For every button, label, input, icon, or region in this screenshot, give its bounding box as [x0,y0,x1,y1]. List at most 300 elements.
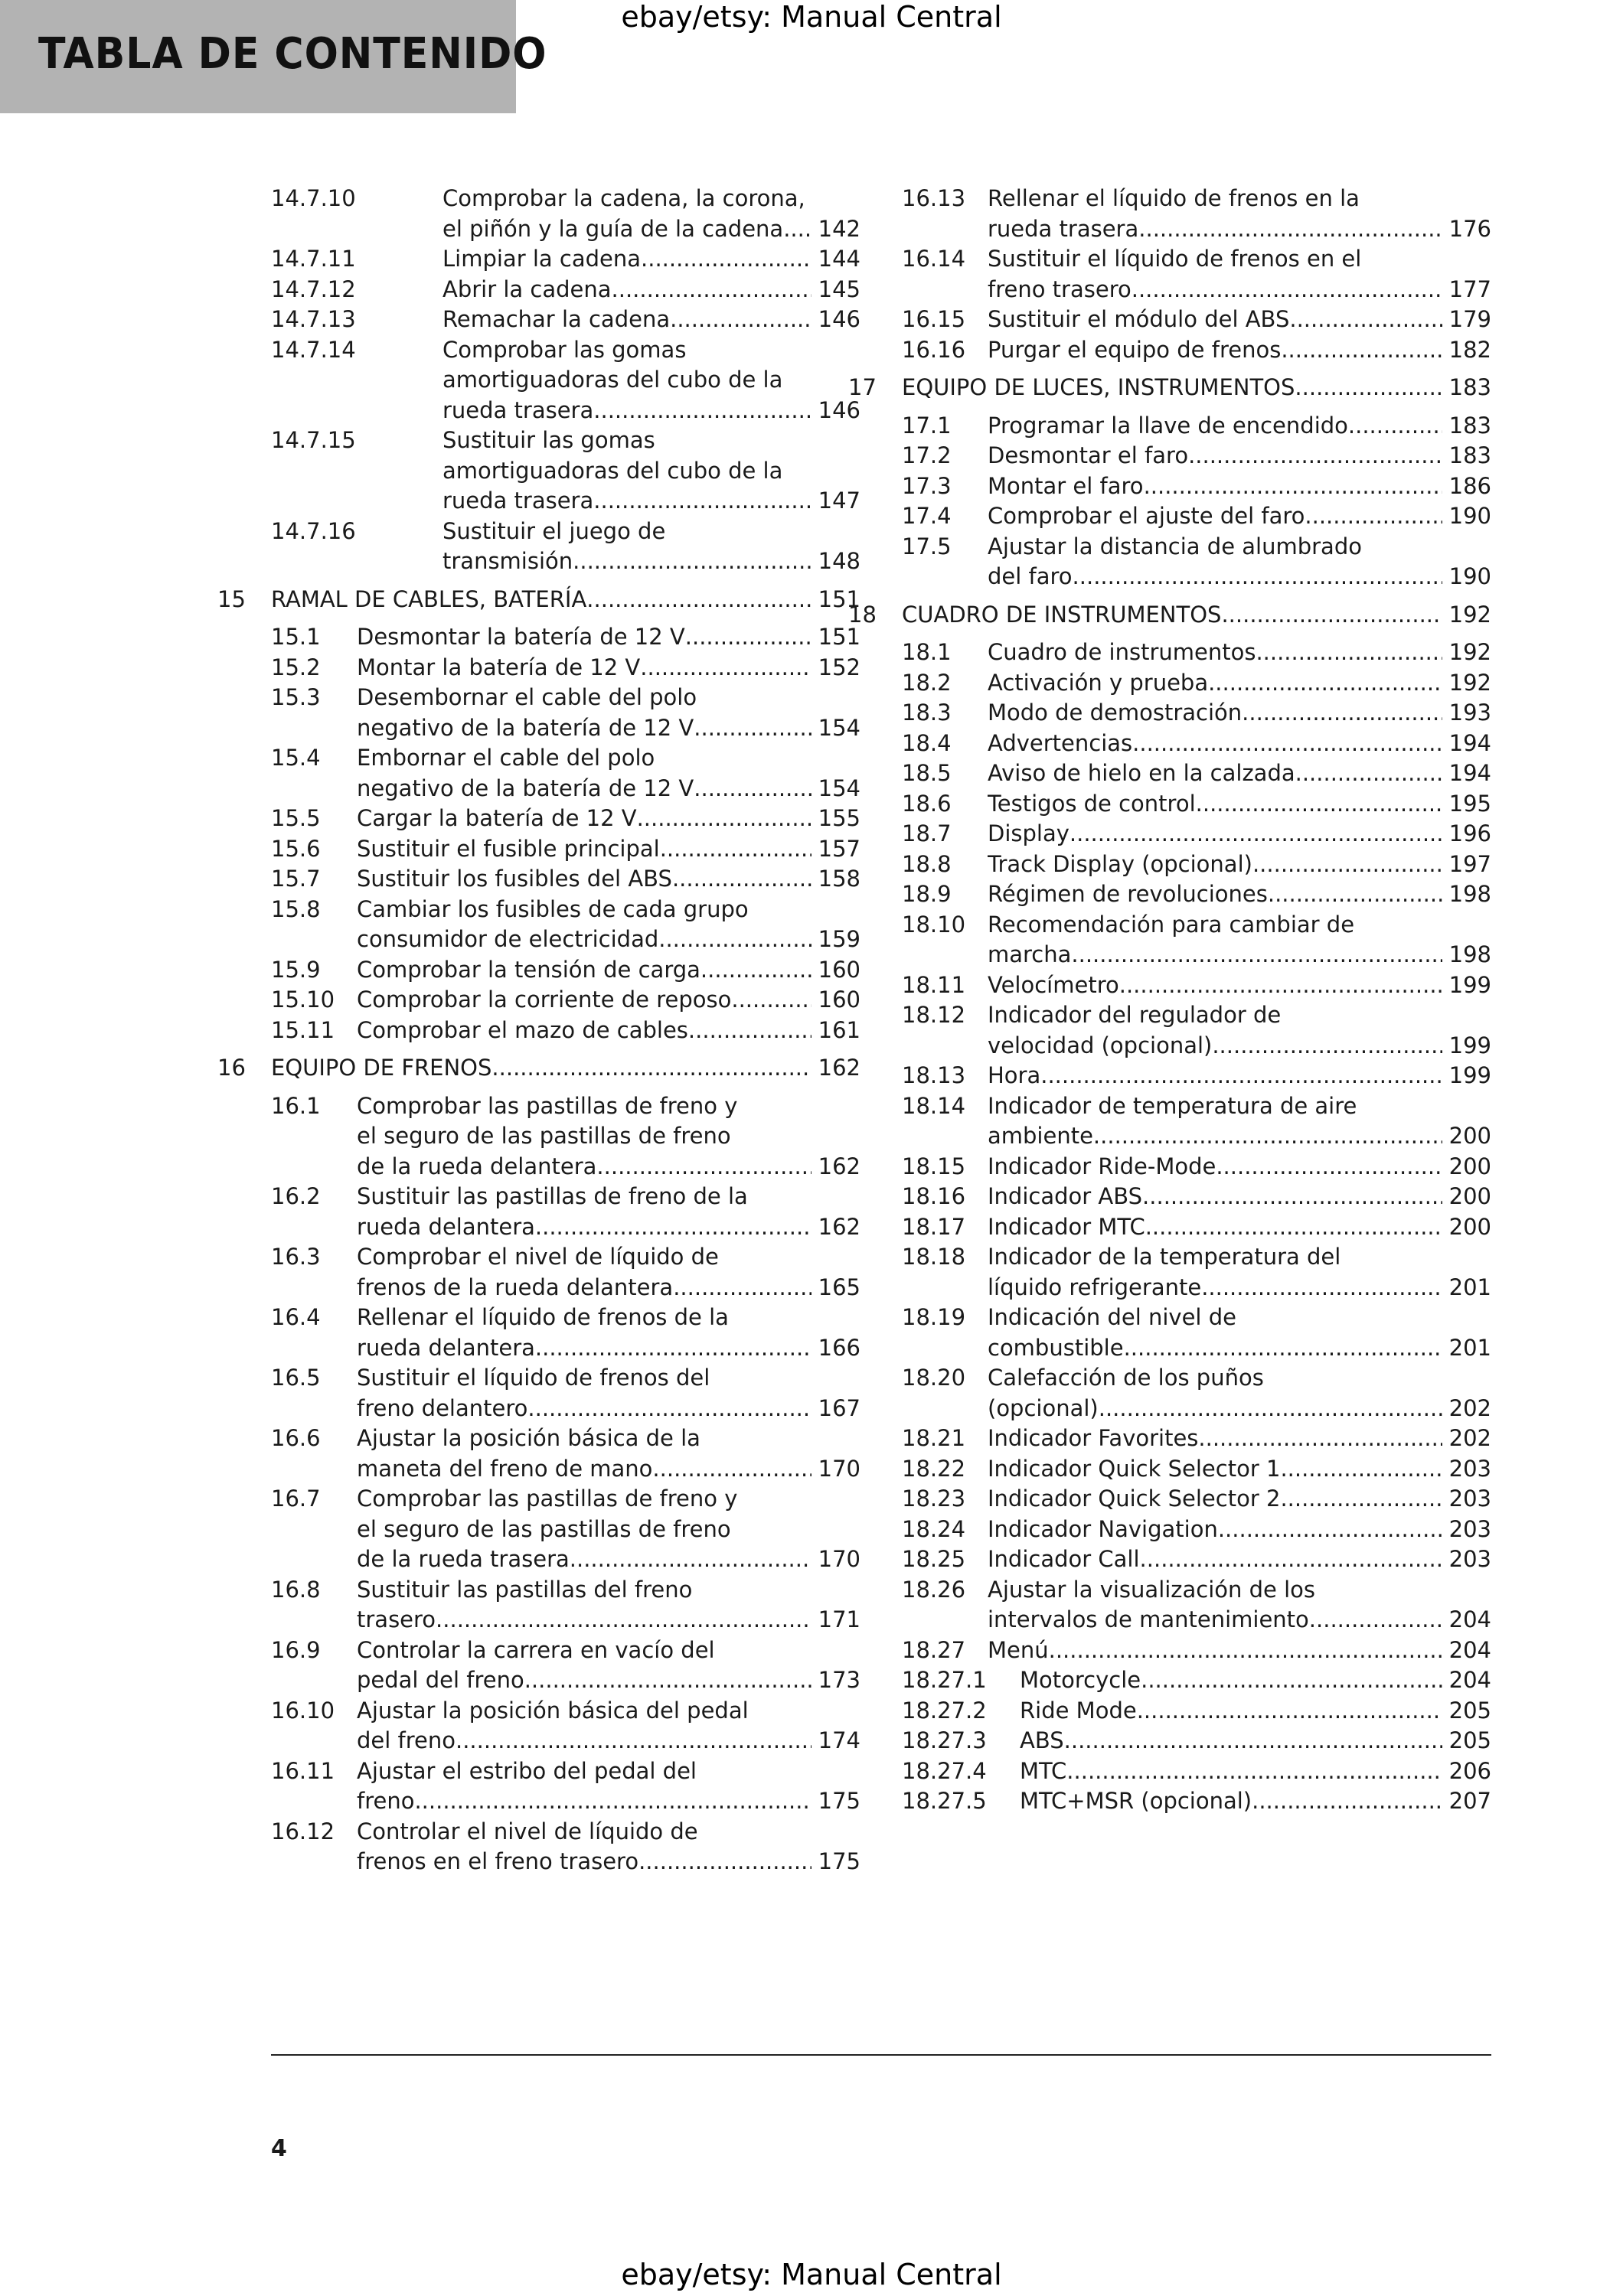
toc-entry-page: 204 [1448,1667,1491,1693]
toc-entry-title: Activación y prueba [988,669,1209,696]
toc-entry-page: 192 [1448,601,1491,628]
toc-entry-title: EQUIPO DE FRENOS [271,1055,492,1081]
toc-entry-page: 170 [818,1546,860,1572]
toc-entry-title: Ride Mode [1020,1697,1137,1724]
toc-entry-title: freno trasero [988,276,1132,302]
toc-entry-title: Recomendación para cambiar de [988,911,1355,938]
toc-entry-number: 18.27.2 [902,1697,987,1724]
dot-leader [1049,1636,1442,1666]
toc-entry-number: 15 [217,585,246,612]
toc-entry-number: 18.15 [902,1153,966,1179]
toc-entry-title: Calefacción de los puños [988,1365,1264,1391]
toc-entry-page: 183 [1448,374,1491,400]
dot-leader [694,774,812,804]
toc-entry[interactable] [902,1091,1491,1152]
toc-entry-page: 157 [818,835,860,862]
dot-leader [1268,879,1442,910]
watermark-bottom: ebay/etsy: Manual Central [621,2258,1002,2291]
toc-entry-page: 173 [818,1667,860,1693]
toc-entry-number: 16.11 [271,1757,335,1784]
toc-entry-page: 186 [1448,472,1491,499]
toc-entry-number: 16.15 [902,306,966,332]
dot-leader [1124,1333,1442,1364]
dot-leader [1280,1454,1442,1485]
toc-entry-title: Motorcycle [1020,1667,1141,1693]
toc-entry[interactable] [271,955,860,986]
toc-entry-page: 166 [818,1334,860,1361]
toc-entry[interactable] [902,1636,1491,1666]
toc-entry[interactable] [271,1817,860,1877]
dot-leader [1289,305,1442,335]
toc-entry-number: 15.9 [271,956,321,983]
toc-entry-page: 190 [1448,503,1491,529]
toc-entry-number: 18.10 [902,911,966,938]
toc-entry[interactable] [902,184,1491,244]
toc-entry-title: MTC [1020,1757,1067,1784]
toc-entry-number: 18.25 [902,1546,966,1572]
dot-leader [524,1665,812,1696]
toc-entry[interactable] [902,1665,1491,1696]
toc-entry-number: 16.9 [271,1636,321,1663]
toc-entry-title: Remachar la cadena [442,306,671,332]
toc-entry[interactable] [902,1242,1491,1303]
toc-entry-title: intervalos de mantenimiento [988,1606,1309,1632]
toc-entry[interactable] [902,850,1491,880]
toc-entry-title: Indicación del nivel de [988,1304,1236,1330]
toc-entry[interactable] [902,1786,1491,1817]
toc-entry-title: ambiente [988,1123,1093,1149]
footer-divider [271,2054,1491,2056]
dot-leader [491,1053,812,1084]
toc-entry-page: 197 [1448,850,1491,877]
toc-entry-number: 16.12 [271,1818,335,1844]
toc-entry-title: amortiguadoras del cubo de la [442,457,783,484]
dot-leader [1201,1273,1442,1303]
toc-entry-page: 204 [1448,1606,1491,1632]
toc-entry-page: 199 [1448,1032,1491,1058]
toc-entry[interactable] [902,789,1491,820]
toc-entry-title: el seguro de las pastillas de freno [357,1123,731,1149]
toc-entry-number: 16.4 [271,1304,321,1330]
toc-entry-page: 201 [1448,1334,1491,1361]
toc-entry-title: EQUIPO DE LUCES, INSTRUMENTOS [902,374,1295,400]
toc-entry-title: (opcional) [988,1394,1099,1421]
toc-entry[interactable] [902,970,1491,1001]
toc-entry-title: Sustituir las pastillas de freno de la [357,1183,748,1209]
toc-entry-page: 194 [1448,760,1491,786]
toc-entry-number: 16.8 [271,1576,321,1603]
toc-entry-title: rueda trasera [442,396,594,423]
toc-entry-title: Comprobar las pastillas de freno y [357,1092,738,1119]
toc-entry-number: 18.21 [902,1425,966,1451]
toc-entry-title: Indicador Quick Selector 2 [988,1486,1281,1512]
toc-entry-number: 16.13 [902,185,966,211]
toc-entry[interactable] [902,441,1491,471]
toc-entry-title: Comprobar las pastillas de freno y [357,1486,738,1512]
toc-entry-title: Rellenar el líquido de frenos en la [988,185,1360,211]
dot-leader [1141,1665,1442,1696]
dot-leader [700,955,812,986]
dot-leader [612,275,812,305]
toc-entry[interactable] [271,1484,860,1575]
toc-entry-title: Desmontar el faro [988,442,1189,468]
toc-entry[interactable] [902,819,1491,850]
toc-entry-title: Limpiar la cadena [442,246,642,272]
toc-entry-page: 151 [818,585,860,612]
toc-entry[interactable] [271,426,860,517]
toc-entry-title: Indicador MTC [988,1213,1145,1240]
toc-entry[interactable] [902,879,1491,910]
dot-leader [596,1152,812,1182]
toc-entry[interactable] [902,1544,1491,1575]
toc-entry[interactable] [271,335,860,426]
toc-entry[interactable] [902,910,1491,970]
dot-leader [1216,1152,1442,1182]
toc-entry[interactable] [271,1016,860,1046]
toc-entry-title: Indicador Quick Selector 1 [988,1455,1281,1482]
dot-leader [1252,850,1442,880]
dot-leader [672,864,812,895]
toc-entry-title: velocidad (opcional) [988,1032,1213,1058]
toc-entry-page: 193 [1448,700,1491,726]
toc-entry-number: 16.5 [271,1365,321,1391]
dot-leader [593,396,812,426]
toc-entry-page: 204 [1448,1636,1491,1663]
toc-entry-title: Indicador de la temperatura del [988,1244,1341,1270]
toc-entry-title: Abrir la cadena [442,276,612,302]
toc-entry-title: Cambiar los fusibles de cada grupo [357,895,749,922]
toc-entry-title: el seguro de las pastillas de freno [357,1515,731,1542]
toc-entry-page: 162 [818,1213,860,1240]
dot-leader [1073,562,1442,592]
toc-entry-number: 16.10 [271,1697,335,1724]
toc-chapter[interactable] [848,373,1491,403]
toc-chapter[interactable] [848,600,1491,631]
dot-leader [694,713,812,744]
toc-entry[interactable] [271,834,860,865]
toc-entry-title: Régimen de revoluciones [988,881,1268,907]
toc-entry-number: 16.3 [271,1244,321,1270]
toc-entry[interactable] [902,1152,1491,1182]
toc-entry-page: 182 [1448,336,1491,363]
toc-entry[interactable] [902,335,1491,366]
toc-entry[interactable] [271,1303,860,1363]
toc-entry[interactable] [271,1575,860,1636]
dot-leader [1252,1786,1442,1817]
toc-entry[interactable] [271,1696,860,1756]
toc-entry-page: 203 [1448,1546,1491,1572]
toc-entry[interactable] [902,1363,1491,1424]
toc-entry-page: 205 [1448,1697,1491,1724]
toc-entry-title: Indicador Call [988,1546,1140,1572]
toc-entry[interactable] [902,471,1491,502]
toc-entry[interactable] [271,864,860,895]
toc-entry-number: 18.13 [902,1062,966,1088]
toc-entry-title: Sustituir el módulo del ABS [988,306,1290,332]
toc-entry[interactable] [902,1303,1491,1363]
toc-entry[interactable] [271,804,860,834]
toc-entry-title: Sustituir el líquido de frenos en el [988,246,1362,272]
toc-entry[interactable] [271,653,860,683]
toc-column-left [217,184,860,1877]
toc-entry[interactable] [271,1091,860,1182]
toc-entry-number: 16.7 [271,1486,321,1512]
toc-entry-page: 198 [1448,881,1491,907]
dot-leader [1069,819,1442,850]
toc-entry-page: 171 [818,1606,860,1632]
toc-entry[interactable] [902,1061,1491,1091]
dot-leader [1188,441,1442,471]
dot-leader [1145,1212,1442,1243]
toc-entry-page: 200 [1448,1213,1491,1240]
toc-entry-number: 15.10 [271,987,335,1013]
dot-leader [527,1394,812,1424]
toc-entry-page: 162 [818,1153,860,1179]
toc-entry[interactable] [271,1242,860,1303]
dot-leader [1138,214,1442,245]
toc-entry-title: rueda trasera [442,488,594,514]
toc-entry-page: 202 [1448,1394,1491,1421]
toc-entry-title: Comprobar el mazo de cables [357,1016,688,1043]
dot-leader [586,585,812,615]
dot-leader [1280,1484,1442,1515]
toc-entry-title: frenos de la rueda delantera [357,1274,674,1300]
toc-entry-page: 158 [818,866,860,892]
toc-entry[interactable] [271,1756,860,1817]
dot-leader [1142,1182,1442,1212]
toc-entry-title: RAMAL DE CABLES, BATERÍA [271,585,587,612]
dot-leader [436,1605,812,1636]
dot-leader [670,305,812,335]
toc-entry-page: 176 [1448,215,1491,242]
toc-entry[interactable] [902,1726,1491,1756]
toc-entry-number: 18.27.5 [902,1788,987,1814]
toc-entry-title: Indicador Favorites [988,1425,1199,1451]
toc-entry-number: 18.14 [902,1092,966,1119]
page-title: TABLA DE CONTENIDO [38,29,547,79]
dot-leader [1218,1515,1442,1545]
toc-entry-number: 18.11 [902,971,966,998]
dot-leader [1137,1696,1442,1727]
toc-entry[interactable] [271,895,860,955]
toc-entry[interactable] [902,532,1491,592]
dot-leader [1132,729,1442,759]
toc-entry-title: Comprobar la cadena, la corona, [442,185,805,211]
toc-entry-number: 16.14 [902,246,966,272]
toc-entry-page: 145 [818,276,860,302]
toc-entry[interactable] [271,1363,860,1424]
dot-leader [1221,600,1442,631]
toc-entry-number: 16.2 [271,1183,321,1209]
dot-leader [1119,970,1442,1001]
toc-entry-number: 17.4 [902,503,952,529]
dot-leader [638,1847,812,1877]
toc-entry-number: 18.26 [902,1576,966,1603]
dot-leader [637,804,812,834]
toc-entry-title: Sustituir las pastillas del freno [357,1576,693,1603]
toc-entry-title: Montar la batería de 12 V [357,654,641,680]
toc-entry[interactable] [271,244,860,275]
toc-entry-title: Ajustar la distancia de alumbrado [988,533,1362,559]
toc-entry-number: 17.5 [902,533,952,559]
toc-entry-page: 159 [818,926,860,952]
dot-leader [1132,275,1442,305]
toc-entry-page: 175 [818,1788,860,1814]
toc-entry[interactable] [902,1000,1491,1061]
toc-entry-title: de la rueda trasera [357,1546,570,1572]
toc-entry[interactable] [902,1484,1491,1515]
toc-entry[interactable] [271,517,860,577]
toc-entry-title: Montar el faro [988,472,1144,499]
toc-entry-page: 190 [1448,563,1491,589]
toc-entry-title: Sustituir el fusible principal [357,835,660,862]
toc-entry-title: Modo de demostración [988,700,1243,726]
toc-entry-number: 18.6 [902,790,952,817]
toc-entry[interactable] [271,743,860,804]
toc-entry-title: líquido refrigerante [988,1274,1202,1300]
dot-leader [1295,758,1442,789]
toc-entry-page: 200 [1448,1123,1491,1149]
toc-entry[interactable] [902,1515,1491,1545]
toc-chapter[interactable] [217,585,860,615]
toc-entry-title: Indicador del regulador de [988,1002,1282,1028]
toc-entry-title: Velocímetro [988,971,1119,998]
toc-entry-number: 18.27.1 [902,1667,987,1693]
toc-column-right [848,184,1491,1817]
toc-entry-title: transmisión [442,548,573,574]
toc-entry-title: freno delantero [357,1394,528,1421]
dot-leader [731,985,812,1016]
toc-entry-number: 17.2 [902,442,952,468]
dot-leader [1071,940,1442,970]
toc-entry-title: Ajustar la posición básica del pedal [357,1697,749,1724]
toc-entry[interactable] [902,1212,1491,1243]
dot-leader [660,834,812,865]
toc-entry-page: 151 [818,624,860,650]
toc-entry-title: Indicador Navigation [988,1515,1218,1542]
toc-entry[interactable] [902,1182,1491,1212]
toc-entry-title: Sustituir el líquido de frenos del [357,1365,710,1391]
toc-entry-number: 14.7.16 [271,517,356,544]
toc-entry-title: Ajustar la posición básica de la [357,1425,700,1451]
dot-leader [658,925,812,955]
toc-entry-title: Controlar la carrera en vacío del [357,1636,715,1663]
dot-leader [652,1454,812,1485]
toc-entry[interactable] [902,729,1491,759]
toc-entry-number: 15.8 [271,895,321,922]
toc-entry[interactable] [902,1424,1491,1454]
toc-entry[interactable] [902,668,1491,699]
dot-leader [1295,373,1442,403]
dot-leader [1256,638,1442,668]
toc-entry-page: 203 [1448,1486,1491,1512]
toc-entry-title: frenos en el freno trasero [357,1848,639,1874]
toc-entry-number: 18.2 [902,669,952,696]
toc-entry[interactable] [271,305,860,335]
toc-entry-number: 15.5 [271,805,321,831]
dot-leader [1140,1544,1442,1575]
toc-entry-page: 183 [1448,412,1491,439]
page-number: 4 [271,2135,287,2162]
toc-entry[interactable] [902,1696,1491,1727]
toc-entry[interactable] [271,1182,860,1242]
toc-entry[interactable] [271,275,860,305]
toc-entry[interactable] [902,305,1491,335]
toc-entry[interactable] [902,411,1491,442]
toc-entry-title: Comprobar la tensión de carga [357,956,700,983]
toc-entry-page: 142 [818,215,860,242]
toc-entry[interactable] [902,501,1491,532]
toc-entry-page: 147 [818,488,860,514]
toc-entry-title: Indicador ABS [988,1183,1143,1209]
toc-entry-page: 200 [1448,1183,1491,1209]
dot-leader [573,546,812,577]
toc-entry-number: 14.7.13 [271,306,356,332]
watermark-top: ebay/etsy: Manual Central [621,0,1002,34]
toc-entry-page: 199 [1448,1062,1491,1088]
toc-entry-page: 144 [818,246,860,272]
toc-entry-title: de la rueda delantera [357,1153,597,1179]
toc-entry-page: 146 [818,306,860,332]
toc-entry-number: 18.27.3 [902,1727,987,1753]
dot-leader [1040,1061,1442,1091]
toc-entry[interactable] [271,1636,860,1696]
toc-entry-title: Desmontar la batería de 12 V [357,624,685,650]
toc-entry-number: 16.1 [271,1092,321,1119]
toc-entry-title: Display [988,820,1069,846]
toc-entry-title: negativo de la batería de 12 V [357,714,694,741]
toc-entry-title: freno [357,1788,415,1814]
toc-entry-number: 18.27.4 [902,1757,987,1784]
toc-entry-page: 192 [1448,669,1491,696]
toc-entry[interactable] [902,244,1491,305]
toc-entry-page: 205 [1448,1727,1491,1753]
toc-chapter[interactable] [217,1053,860,1084]
dot-leader [688,1016,812,1046]
toc-entry[interactable] [902,698,1491,729]
toc-entry-number: 18.19 [902,1304,966,1330]
toc-entry-page: 161 [818,1016,860,1043]
toc-entry-title: amortiguadoras del cubo de la [442,367,783,393]
toc-entry[interactable] [271,184,860,244]
toc-entry-number: 18.27 [902,1636,966,1663]
toc-entry-title: rueda delantera [357,1334,535,1361]
toc-entry-title: Cuadro de instrumentos [988,639,1256,665]
dot-leader [1305,501,1442,532]
toc-entry-title: Controlar el nivel de líquido de [357,1818,698,1844]
toc-entry-title: maneta del freno de mano [357,1455,653,1482]
toc-entry-number: 15.1 [271,624,321,650]
toc-entry[interactable] [902,638,1491,668]
toc-entry-title: Purgar el equipo de frenos [988,336,1282,363]
toc-entry[interactable] [271,1424,860,1484]
toc-entry-number: 14.7.11 [271,246,356,272]
toc-entry-title: Advertencias [988,729,1133,756]
dot-leader [673,1273,812,1303]
toc-entry[interactable] [902,1575,1491,1636]
toc-entry-title: Ajustar la visualización de los [988,1576,1316,1603]
toc-entry[interactable] [902,1454,1491,1485]
dot-leader [1198,1424,1442,1454]
toc-entry-number: 18.4 [902,729,952,756]
toc-entry-page: 203 [1448,1515,1491,1542]
toc-entry[interactable] [271,985,860,1016]
toc-entry[interactable] [271,683,860,743]
toc-entry-title: Sustituir las gomas [442,427,655,453]
toc-entry[interactable] [902,1756,1491,1787]
toc-entry[interactable] [902,758,1491,789]
toc-entry[interactable] [271,622,860,653]
